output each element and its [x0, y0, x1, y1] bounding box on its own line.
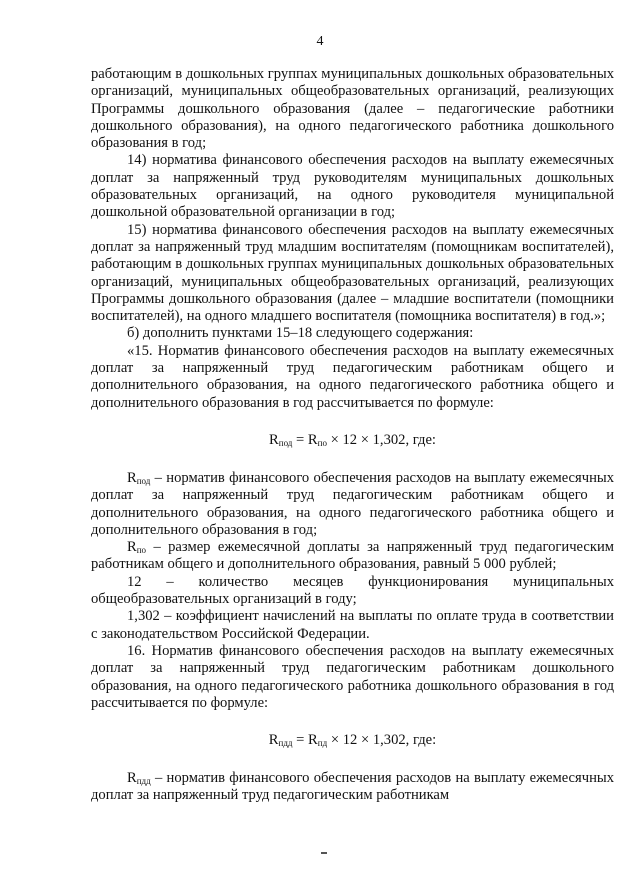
formula-lhs-subscript: пдд — [278, 738, 293, 749]
formula-equals: = — [292, 431, 308, 448]
paragraph-var-rpo — [91, 539, 614, 574]
var-symbol: R — [127, 770, 137, 787]
formula-rhs-symbol: R — [307, 431, 318, 448]
scan-mark — [321, 852, 327, 854]
formula-tail: × 12 × 1,302, где: — [326, 431, 436, 448]
var-subscript: под — [136, 475, 151, 486]
var-symbol: R — [127, 539, 137, 556]
var-definition: – норматив финансового обеспечения расходов на выплату ежемесячных доплат за напряженный труд педагогическим работникам — [91, 770, 614, 804]
formula-lhs-subscript: под — [278, 437, 293, 448]
paragraph-continuation: работающим в дошкольных группах муниципальных дошкольных образовательных организаций, муниципальных общеобразовательных организаций, реализующих Программы дошкольного образования (далее – педагогические работники дошкольного образования), на одного педагогического работника дошкольного образования в год; — [91, 66, 614, 152]
formula-rhs-subscript: по — [317, 437, 327, 448]
var-definition: – норматив финансового обеспечения расходов на выплату ежемесячных доплат за напряженный труд педагогическим работникам общего и дополнительного образования, на одного педагогического работника общего и дополнительного образования в год; — [91, 469, 614, 538]
formula-general-education — [91, 412, 614, 470]
page-number: 4 — [316, 34, 324, 49]
paragraph-var-1302: 1,302 – коэффициент начислений на выплаты по оплате труда в соответствии с законодательством Российской Федерации. — [91, 608, 614, 642]
var-subscript: по — [136, 545, 147, 556]
paragraph-var-rpdd — [91, 770, 614, 805]
var-symbol: R — [127, 469, 137, 486]
var-definition: – размер ежемесячной доплаты за напряженный труд педагогическим работникам общего и дополнительного образования, равный 5 000 рублей; — [91, 539, 614, 573]
paragraph-clause-16: 16. Норматив финансового обеспечения расходов на выплату ежемесячных доплат за напряженный труд педагогическим работникам дошкольного образования, на одного педагогического работника дошкольного образования в год рассчитывается по формуле: — [91, 642, 614, 711]
formula-tail: × 12 × 1,302, где: — [327, 732, 437, 749]
formula-lhs-symbol: R — [269, 431, 279, 448]
paragraph-clause-15: «15. Норматив финансового обеспечения расходов на выплату ежемесячных доплат за напряженный труд педагогическим работникам общего и дополнительного образования, на одного педагогического работника общего и дополнительного образования в год рассчитывается по формуле: — [91, 342, 614, 411]
paragraph-item-14: 14) норматива финансового обеспечения расходов на выплату ежемесячных доплат за напряженный труд руководителям муниципальных дошкольных образовательных организаций, на одного руководителя муниципальной дошкольной образовательной организации в год; — [91, 152, 614, 221]
document-body — [91, 66, 614, 805]
formula-preschool-education — [91, 712, 614, 770]
formula-rhs-subscript: пд — [317, 738, 328, 749]
paragraph-amendment-b: б) дополнить пунктами 15–18 следующего содержания: — [127, 325, 474, 342]
var-subscript: пдд — [136, 776, 151, 787]
formula-lhs-symbol: R — [268, 732, 279, 749]
paragraph-var-12: 12 – количество месяцев функционирования муниципальных общеобразовательных организаций в году; — [91, 573, 614, 608]
formula-equals: = — [292, 732, 309, 749]
paragraph-var-rpod — [91, 470, 614, 539]
paragraph-item-15: 15) норматива финансового обеспечения расходов на выплату ежемесячных доплат за напряженный труд младшим воспитателям (помощникам воспитателей), работающим в дошкольных группах муниципальных дошкольных образовательных организаций, муниципальных общеобразовательных организаций, реализующих Программы дошкольного образования (далее – младшие воспитатели (помощники воспитателей), на одного младшего воспитателя (помощника воспитателя) в год.»; — [91, 221, 614, 325]
formula-rhs-symbol: R — [308, 732, 318, 749]
